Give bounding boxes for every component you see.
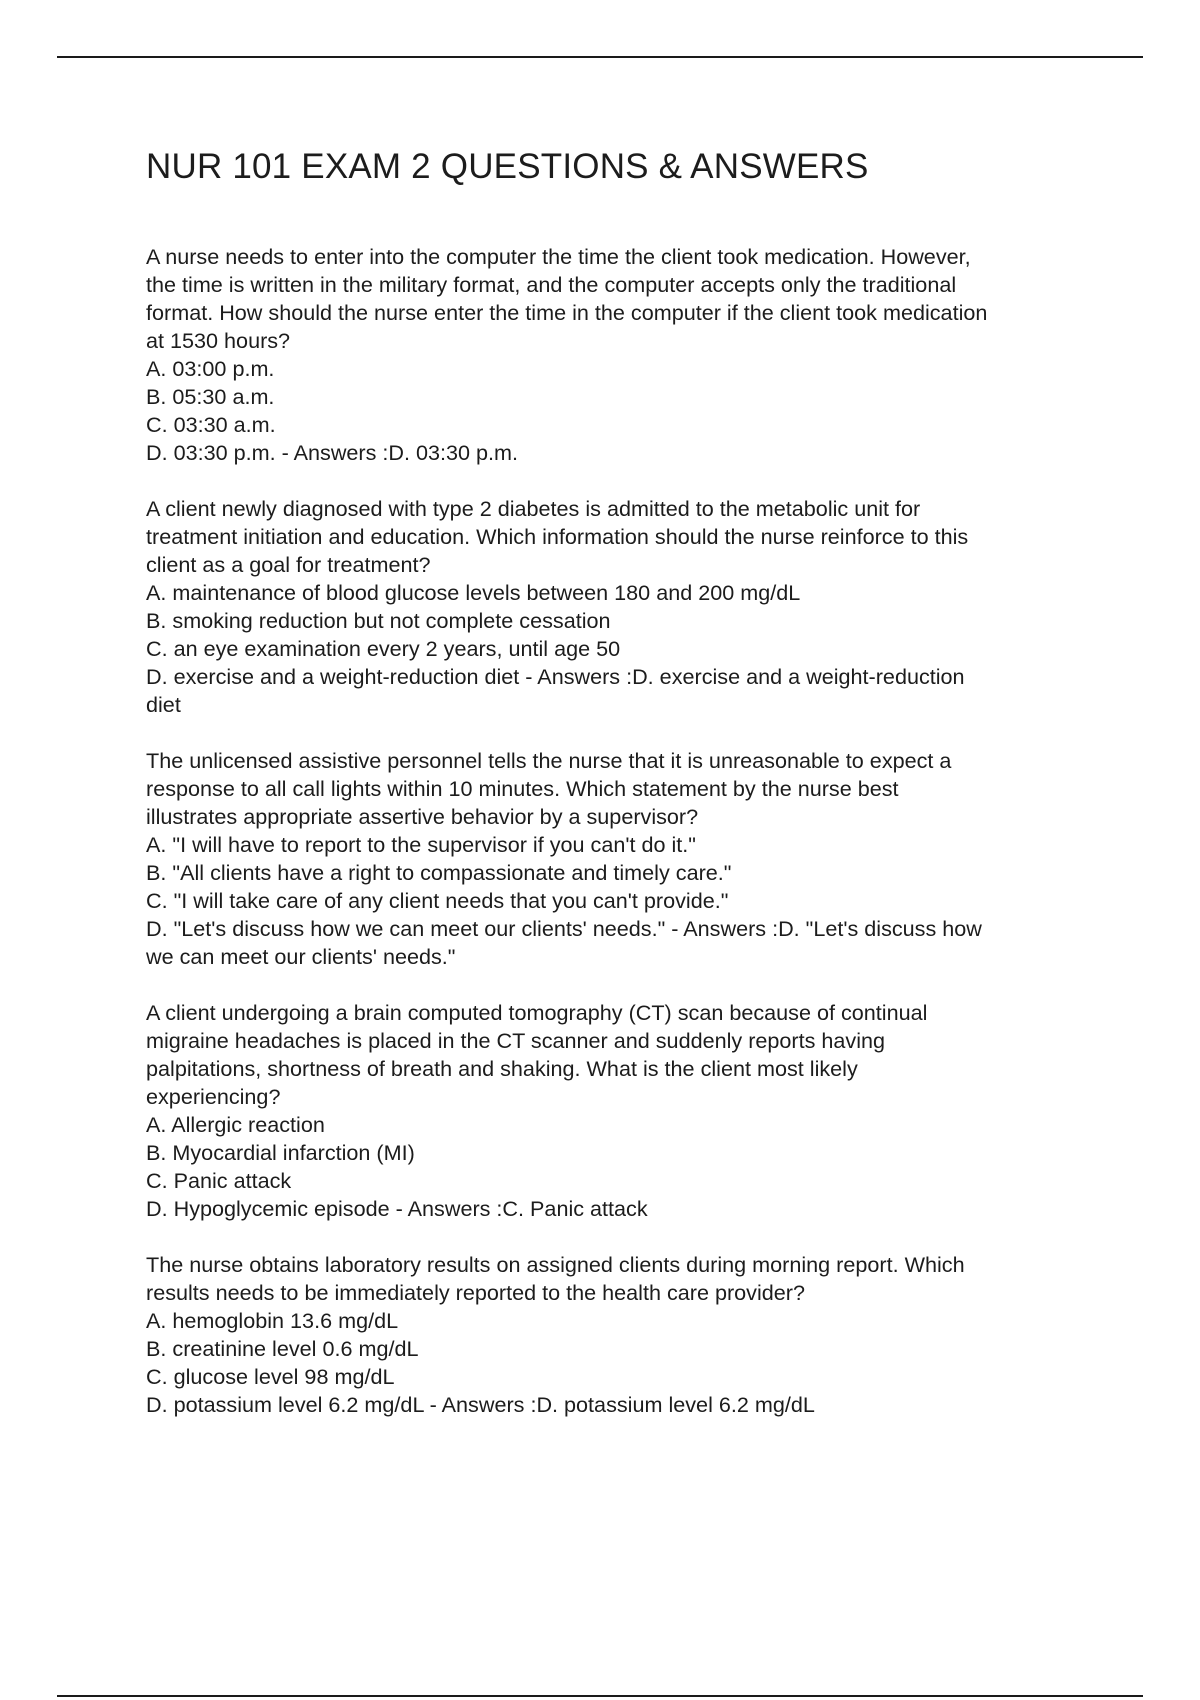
answer-option: C. glucose level 98 mg/dL: [146, 1364, 395, 1389]
page-title: NUR 101 EXAM 2 QUESTIONS & ANSWERS: [146, 147, 869, 186]
question-line: The unlicensed assistive personnel tells the nurse that it is unreasonable to expect a: [146, 748, 952, 773]
question-line: A client newly diagnosed with type 2 diabetes is admitted to the metabolic unit for: [146, 496, 921, 521]
question-block: [146, 243, 1096, 467]
question-line: illustrates appropriate assertive behavior by a supervisor?: [146, 804, 699, 829]
question-line: palpitations, shortness of breath and shaking. What is the client most likely: [146, 1056, 858, 1081]
answer-option: D. potassium level 6.2 mg/dL - Answers :D. potassium level 6.2 mg/dL: [146, 1392, 815, 1417]
answer-option: A. Allergic reaction: [146, 1112, 325, 1137]
question-line: the time is written in the military format, and the computer accepts only the traditional: [146, 272, 957, 297]
answer-option: we can meet our clients' needs.": [146, 944, 456, 969]
question-line: at 1530 hours?: [146, 328, 291, 353]
answer-option: diet: [146, 692, 181, 717]
question-block: [146, 999, 1096, 1223]
answer-option: D. "Let's discuss how we can meet our clients' needs." - Answers :D. "Let's discuss how: [146, 916, 982, 941]
question-line: experiencing?: [146, 1084, 281, 1109]
question-line: client as a goal for treatment?: [146, 552, 431, 577]
question-line: response to all call lights within 10 minutes. Which statement by the nurse best: [146, 776, 899, 801]
question-line: A nurse needs to enter into the computer the time the client took medication. However,: [146, 244, 971, 269]
question-block: [146, 1251, 1096, 1419]
answer-option: B. smoking reduction but not complete cessation: [146, 608, 611, 633]
answer-option: D. exercise and a weight-reduction diet - Answers :D. exercise and a weight-reduction: [146, 664, 965, 689]
question-line: A client undergoing a brain computed tomography (CT) scan because of continual: [146, 1000, 928, 1025]
question-line: treatment initiation and education. Which information should the nurse reinforce to this: [146, 524, 969, 549]
answer-option: B. 05:30 a.m.: [146, 384, 275, 409]
answer-option: A. "I will have to report to the supervisor if you can't do it.": [146, 832, 696, 857]
answer-option: C. Panic attack: [146, 1168, 292, 1193]
answer-option: B. creatinine level 0.6 mg/dL: [146, 1336, 419, 1361]
question-line: results needs to be immediately reported to the health care provider?: [146, 1280, 805, 1305]
question-block: [146, 747, 1096, 971]
answer-option: C. 03:30 a.m.: [146, 412, 276, 437]
question-line: format. How should the nurse enter the time in the computer if the client took medication: [146, 300, 988, 325]
answer-option: C. "I will take care of any client needs that you can't provide.": [146, 888, 729, 913]
answer-option: D. Hypoglycemic episode - Answers :C. Panic attack: [146, 1196, 648, 1221]
bottom-rule: [57, 1695, 1143, 1697]
answer-option: A. 03:00 p.m.: [146, 356, 275, 381]
answer-option: C. an eye examination every 2 years, until age 50: [146, 636, 621, 661]
answer-option: D. 03:30 p.m. - Answers :D. 03:30 p.m.: [146, 440, 519, 465]
answer-option: B. "All clients have a right to compassionate and timely care.": [146, 860, 732, 885]
question-line: migraine headaches is placed in the CT scanner and suddenly reports having: [146, 1028, 886, 1053]
answer-option: A. maintenance of blood glucose levels between 180 and 200 mg/dL: [146, 580, 801, 605]
question-line: The nurse obtains laboratory results on assigned clients during morning report. Which: [146, 1252, 965, 1277]
top-rule: [57, 56, 1143, 58]
answer-option: B. Myocardial infarction (MI): [146, 1140, 415, 1165]
question-block: [146, 495, 1096, 719]
answer-option: A. hemoglobin 13.6 mg/dL: [146, 1308, 399, 1333]
question-list: [146, 243, 1096, 1447]
